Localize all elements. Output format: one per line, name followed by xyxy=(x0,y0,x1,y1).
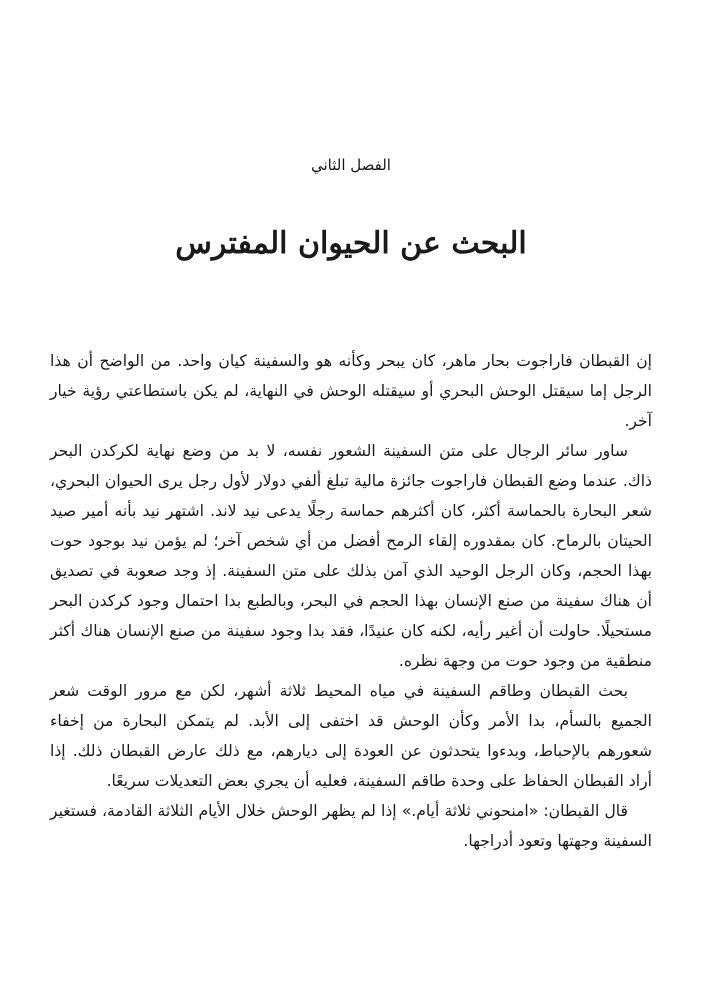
chapter-title: البحث عن الحيوان المفترس xyxy=(175,226,527,261)
paragraph-3: بحث القبطان وطاقم السفينة في مياه المحيط ثلاثة أشهر، لكن مع مرور الوقت شعر الجميع بالسأم، بدا الأمر وكأن الوحش قد اختفى إلى الأبد. لم يتمكن البحارة من إخفاء شعورهم بالإحباط، وبدءوا يتحدثون عن العودة إلى ديارهم، مع ذلك عارض القبطان ذلك. إذا أراد القبطان الحفاظ على وحدة طاقم السفينة، فعليه أن يجري بعض التعديلات سريعًا. xyxy=(50,682,652,790)
paragraph-1: إن القبطان فاراجوت بحار ماهر، كان يبحر وكأنه هو والسفينة كيان واحد. من الواضح أن هذا الرجل إما سيقتل الوحش البحري أو سيقتله الوحش في النهاية، لم يكن باستطاعتي رؤية خيار آخر. xyxy=(50,352,652,430)
chapter-body xyxy=(50,346,652,856)
paragraph-4: قال القبطان: «امنحوني ثلاثة أيام.» إذا لم يظهر الوحش خلال الأيام الثلاثة القادمة، فستغير السفينة وجهتها وتعود أدراجها. xyxy=(50,802,652,850)
paragraph-2: ساور سائر الرجال على متن السفينة الشعور نفسه، لا بد من وضع نهاية لكركدن البحر ذاك. عندما وضع القبطان فاراجوت جائزة مالية تبلغ ألفي دولار لأول رجل يرى الحيوان البحري، شعر البحارة بالحماسة أكثر، كان أكثرهم حماسة رجلًا يدعى نيد لاند. اشتهر نيد بأنه أمير صيد الحيتان بالرماح. كان بمقدوره إلقاء الرمح أفضل من أي شخص آخر؛ لم يؤمن نيد بوجود حوت بهذا الحجم، وكان الرجل الوحيد الذي آمن بذلك على متن السفينة. إذ وجد صعوبة في تصديق أن هناك سفينة من صنع الإنسان بهذا الحجم في البحر، وبالطبع بدا احتمال وجود كركدن البحر مستحيلًا. حاولت أن أغير رأيه، لكنه كان عنيدًا، فقد بدا وجود سفينة من صنع الإنسان هناك أكثر منطقية من وجود حوت من وجهة نظره. xyxy=(50,442,652,670)
chapter-number-label: الفصل الثاني xyxy=(311,156,391,174)
